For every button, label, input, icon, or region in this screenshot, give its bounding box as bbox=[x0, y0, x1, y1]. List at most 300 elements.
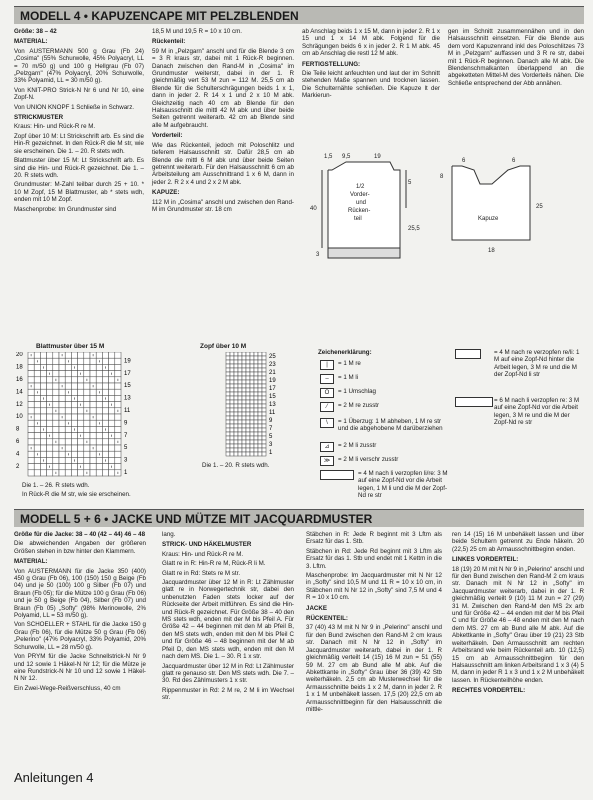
paragraph: Stäbchen in Rd: Jede Rd beginnt mit 3 Lftm als Ersatz für das 1. Stb und endet mit 1 Kettm in die 3. Lftm. bbox=[306, 547, 442, 570]
paragraph: Von KNIT-PRO Strick-N Nr 6 und Nr 10, eine Zopf-N. bbox=[14, 86, 144, 102]
chart-cell bbox=[109, 377, 115, 383]
chart-cell bbox=[258, 400, 262, 404]
chart-cell bbox=[250, 420, 254, 424]
chart-cell bbox=[226, 428, 230, 432]
chart-cell bbox=[65, 433, 71, 439]
chart-cell bbox=[226, 360, 230, 364]
chart-cell bbox=[34, 426, 40, 432]
chart-cell bbox=[115, 395, 121, 401]
page-number: 4 bbox=[86, 770, 94, 785]
chart-cell bbox=[40, 377, 46, 383]
chart-cell bbox=[47, 377, 53, 383]
chart-cell bbox=[65, 402, 71, 408]
chart-cell bbox=[262, 356, 266, 360]
chart-cell bbox=[115, 352, 121, 358]
paragraph: Kraus: Hin- und Rück-R re M. bbox=[14, 123, 96, 131]
paragraph: Von UNION KNOPF 1 Schließe in Schwarz. bbox=[14, 103, 135, 111]
chart-cell bbox=[65, 352, 71, 358]
chart-cell bbox=[96, 402, 102, 408]
chart-cell bbox=[234, 364, 238, 368]
chart-cell bbox=[96, 470, 102, 476]
legend-text: = 1 M li bbox=[338, 374, 359, 381]
chart-cell bbox=[254, 376, 258, 380]
paragraph: Jacquardmuster über 12 M in R: Lt Zählmuster glatt re in Norwegertechnik str, dabei den unbenutzten Faden stets locker auf der Rückseite der Arbeit mitführen. Es sind die Hin- und Rück-R gezeichnet. Für Größe 38 – 40 den MS stets wdh, enden mit der M bis Pfeil A. Für Größe 42 – 44 beginnen mit den M ab Pfeil B, den MS stets wdh, enden mit den M bis Pfeil C und für Größe 46 – 48 beginnen mit der M ab Pfeil D, den MS stets wdh, enden mit den M nach dem MS. Die 1. – 30. R 1 x str. bbox=[162, 579, 294, 661]
chart-cell bbox=[258, 412, 262, 416]
chart-cell bbox=[53, 402, 59, 408]
chart-cell bbox=[102, 464, 108, 470]
chart-cell bbox=[226, 400, 230, 404]
chart-cell bbox=[230, 388, 234, 392]
chart-cell bbox=[65, 470, 71, 476]
chart-cell bbox=[246, 376, 250, 380]
chart-cell bbox=[59, 371, 65, 377]
chart-cell bbox=[258, 360, 262, 364]
legend-text: = 1 Umschlag bbox=[338, 388, 377, 395]
chart-cell bbox=[84, 426, 90, 432]
chart-cell bbox=[47, 395, 53, 401]
chart-cell bbox=[47, 420, 53, 426]
section-1-column-2 bbox=[152, 28, 294, 215]
chart-cell bbox=[262, 364, 266, 368]
chart-cell bbox=[234, 420, 238, 424]
paragraph: Von SCHOELLER + STAHL für die Jacke 150 g Grau (Fb 06), für die Mütze 50 g Grau (Fb 06) „Pelerino" (47% Polyacryl, 33% Polyamid, 20% Schurwolle, LL = 28 m/50 g). bbox=[14, 621, 146, 651]
chart-cell bbox=[242, 412, 246, 416]
chart-1-note: Die 1. – 26. R stets wdh. bbox=[22, 482, 90, 489]
chart-cell bbox=[242, 388, 246, 392]
chart-cell bbox=[234, 380, 238, 384]
chart-cell bbox=[71, 352, 77, 358]
chart-cell bbox=[53, 383, 59, 389]
chart-cell bbox=[230, 444, 234, 448]
chart-cell bbox=[226, 444, 230, 448]
section-2-header: MODELL 5 + 6 • JACKE UND MÜTZE MIT JACQUARDMUSTER bbox=[14, 509, 584, 527]
chart-cell bbox=[109, 470, 115, 476]
chart-cell bbox=[238, 364, 242, 368]
chart-cell bbox=[238, 416, 242, 420]
chart-cell bbox=[109, 420, 115, 426]
row-number-label: 17 bbox=[124, 370, 131, 377]
chart-cell bbox=[115, 389, 121, 395]
chart-cell bbox=[78, 470, 84, 476]
chart-cell bbox=[96, 433, 102, 439]
chart-cell bbox=[53, 358, 59, 364]
chart-cell bbox=[59, 408, 65, 414]
chart-cell bbox=[254, 368, 258, 372]
chart-cell bbox=[230, 452, 234, 456]
chart-cell bbox=[262, 392, 266, 396]
chart-cell bbox=[234, 388, 238, 392]
chart-cell bbox=[254, 396, 258, 400]
chart-cell bbox=[250, 392, 254, 396]
legend-symbol: O bbox=[320, 388, 334, 398]
chart-cell bbox=[40, 402, 46, 408]
paragraph: Die Teile leicht anfeuchten und laut der im Schnitt stehenden Maße spannen und trocknen lassen. Die Schulternähte schließen. Die Kapuze lt der Markierun- bbox=[302, 70, 440, 100]
chart-cell bbox=[234, 356, 238, 360]
chart-cell bbox=[258, 392, 262, 396]
row-number-label: 13 bbox=[124, 395, 131, 402]
chart-cell bbox=[250, 404, 254, 408]
chart-cell bbox=[28, 457, 34, 463]
legend-text: = 4 M nach li verzopfen li/re: 3 M auf eine Zopf-Nd vor die Arbeit legen, 1 M li und die M der Zopf-Nd re str bbox=[358, 470, 448, 500]
chart-cell bbox=[250, 444, 254, 448]
chart-cell bbox=[246, 432, 250, 436]
chart-cell bbox=[226, 396, 230, 400]
chart-cell bbox=[262, 420, 266, 424]
section-1-column-3 bbox=[302, 28, 440, 102]
chart-cell bbox=[84, 383, 90, 389]
chart-cell bbox=[115, 371, 121, 377]
chart-cell bbox=[84, 464, 90, 470]
schematic-label: 1/2 bbox=[356, 184, 365, 190]
legend-symbol bbox=[455, 349, 481, 359]
chart-cell bbox=[262, 428, 266, 432]
chart-cell bbox=[96, 364, 102, 370]
chart-cell bbox=[262, 384, 266, 388]
chart-cell bbox=[254, 384, 258, 388]
chart-cell bbox=[28, 389, 34, 395]
paragraph: Glatt re in R: Hin-R re M, Rück-R li M. bbox=[162, 560, 266, 568]
footer-label: Anleitungen bbox=[14, 770, 83, 785]
chart-cell bbox=[230, 384, 234, 388]
chart-cell bbox=[238, 404, 242, 408]
chart-cell bbox=[258, 440, 262, 444]
chart-cell bbox=[234, 412, 238, 416]
chart-cell bbox=[90, 426, 96, 432]
chart-cell bbox=[71, 389, 77, 395]
chart-cell bbox=[47, 383, 53, 389]
chart-cell bbox=[84, 402, 90, 408]
chart-cell bbox=[28, 464, 34, 470]
chart-cell bbox=[102, 433, 108, 439]
chart-cell bbox=[246, 368, 250, 372]
chart-cell bbox=[102, 445, 108, 451]
chart-cell bbox=[65, 439, 71, 445]
chart-cell bbox=[226, 432, 230, 436]
paragraph: Größe: 38 – 42 bbox=[14, 28, 57, 35]
chart-cell bbox=[226, 436, 230, 440]
section-heading: LINKES VORDERTEIL: bbox=[452, 556, 519, 564]
chart-cell bbox=[96, 352, 102, 358]
chart-cell bbox=[258, 448, 262, 452]
chart-cell bbox=[115, 445, 121, 451]
row-number-label: 9 bbox=[269, 418, 273, 424]
chart-cell bbox=[34, 433, 40, 439]
chart-cell bbox=[230, 440, 234, 444]
chart-cell bbox=[238, 420, 242, 424]
chart-cell bbox=[34, 457, 40, 463]
legend-symbol bbox=[455, 397, 493, 407]
section-1-column-1 bbox=[14, 28, 144, 215]
chart-cell bbox=[115, 420, 121, 426]
chart-cell bbox=[238, 452, 242, 456]
chart-cell bbox=[78, 389, 84, 395]
chart-cell bbox=[234, 416, 238, 420]
chart-cell bbox=[258, 396, 262, 400]
chart-cell bbox=[234, 440, 238, 444]
chart-cell bbox=[53, 457, 59, 463]
legend-text: = 1 M re bbox=[338, 360, 361, 367]
chart-cell bbox=[109, 352, 115, 358]
chart-cell bbox=[254, 452, 258, 456]
chart-cell bbox=[53, 364, 59, 370]
chart-cell bbox=[59, 457, 65, 463]
page-footer bbox=[14, 770, 94, 785]
chart-cell bbox=[234, 392, 238, 396]
chart-cell bbox=[65, 426, 71, 432]
chart-cell bbox=[250, 440, 254, 444]
chart-cell bbox=[115, 402, 121, 408]
chart-cell bbox=[96, 457, 102, 463]
chart-cell bbox=[242, 368, 246, 372]
chart-cell bbox=[226, 408, 230, 412]
schematic-label: 6 bbox=[462, 158, 466, 164]
chart-cell bbox=[96, 464, 102, 470]
section-1-column-4 bbox=[448, 28, 584, 89]
chart-cell bbox=[78, 377, 84, 383]
legend-symbol: – bbox=[320, 374, 334, 384]
chart-cell bbox=[230, 428, 234, 432]
row-number-label: 11 bbox=[124, 408, 131, 414]
chart-cell bbox=[53, 352, 59, 358]
chart-cell bbox=[59, 364, 65, 370]
chart-cell bbox=[90, 377, 96, 383]
chart-cell bbox=[40, 439, 46, 445]
chart-cell bbox=[71, 420, 77, 426]
chart-cell bbox=[234, 400, 238, 404]
chart-cell bbox=[238, 372, 242, 376]
chart-cell bbox=[262, 368, 266, 372]
row-number-label: 8 bbox=[16, 426, 20, 433]
row-number-label: 10 bbox=[16, 414, 23, 421]
chart-cell bbox=[47, 451, 53, 457]
legend-text: = 2 M li verschr zusstr bbox=[338, 456, 399, 463]
chart-cell bbox=[115, 364, 121, 370]
chart-cell bbox=[234, 372, 238, 376]
paragraph: Ein Zwei-Wege-Reißverschluss, 40 cm bbox=[14, 684, 121, 692]
section-heading: MATERIAL: bbox=[14, 38, 48, 46]
chart-cell bbox=[96, 445, 102, 451]
chart-cell bbox=[226, 380, 230, 384]
schematic-label: und bbox=[356, 200, 367, 206]
chart-cell bbox=[246, 452, 250, 456]
chart-cell bbox=[250, 356, 254, 360]
chart-cell bbox=[250, 368, 254, 372]
chart-cell bbox=[246, 392, 250, 396]
chart-cell bbox=[34, 439, 40, 445]
chart-cell bbox=[90, 389, 96, 395]
chart-cell bbox=[254, 392, 258, 396]
chart-cell bbox=[258, 404, 262, 408]
chart-zopf bbox=[196, 352, 306, 460]
schematic-label: 8 bbox=[440, 174, 444, 180]
chart-cell bbox=[230, 448, 234, 452]
chart-cell bbox=[242, 384, 246, 388]
chart-cell bbox=[59, 389, 65, 395]
paragraph: Rippenmuster in Rd: 2 M re, 2 M li im Wechsel str. bbox=[162, 686, 294, 702]
paragraph: Stäbchen in R: Jede R beginnt mit 3 Lftm als Ersatz für das 1. Stb. bbox=[306, 531, 442, 546]
legend-symbol bbox=[320, 470, 354, 480]
chart-cell bbox=[254, 444, 258, 448]
chart-cell bbox=[96, 371, 102, 377]
chart-cell bbox=[84, 451, 90, 457]
paragraph: 18 (19) 20 M mit N Nr 9 in „Pelerino" anschl und für den Bund zwischen den Rand-M 2 cm kraus str. Danach mit N Nr 12 in „Softy" im Jacquardmuster weiterarb, dabei in der 1. R gleichmäßig verteilt 9 (10) 11 M zun = 27 (29) 31 M. Zwischen den Rand-M den MS 2x arb und für Größe 42 – 44 enden mit der M bis Pfeil C und für Größe 46 – 48 enden mit den M nach dem MS. 27 cm ab Bund alle M abk. Auf die Abkettkante in „Softy" Grau über 19 (21) 23 Stb weiterhäkeln. Den Armausschnitt am rechten Arbeitsrand wie beim Rückenteil arb. 10 (12,5) 15 cm ab Armausschnittbeginn für den Halsausschnitt am linken Arbeitsrand 1 x 3 (4) 5 M, dann in jeder R 1 x 3 und 1 x 2 M unbehäkelt lassen. In Rückenteilhöhe enden. bbox=[452, 565, 584, 684]
chart-cell bbox=[78, 414, 84, 420]
section-heading: RECHTES VORDERTEIL: bbox=[452, 687, 526, 695]
row-number-label: 6 bbox=[16, 439, 20, 445]
schematic-label: 5 bbox=[408, 180, 412, 186]
chart-cell bbox=[262, 444, 266, 448]
chart-cell bbox=[96, 395, 102, 401]
chart-cell bbox=[258, 372, 262, 376]
chart-cell bbox=[78, 445, 84, 451]
chart-cell bbox=[250, 408, 254, 412]
schematic-label: 25,5 bbox=[408, 226, 420, 232]
chart-cell bbox=[234, 428, 238, 432]
chart-cell bbox=[90, 433, 96, 439]
chart-cell bbox=[28, 364, 34, 370]
chart-cell bbox=[53, 420, 59, 426]
chart-cell bbox=[242, 424, 246, 428]
chart-cell bbox=[258, 436, 262, 440]
chart-cell bbox=[254, 448, 258, 452]
chart-cell bbox=[84, 433, 90, 439]
chart-cell bbox=[230, 412, 234, 416]
chart-cell bbox=[65, 383, 71, 389]
chart-cell bbox=[109, 395, 115, 401]
chart-cell bbox=[230, 364, 234, 368]
row-number-label: 15 bbox=[269, 394, 276, 400]
chart-cell bbox=[250, 448, 254, 452]
chart-cell bbox=[28, 433, 34, 439]
chart-cell bbox=[53, 414, 59, 420]
paragraph: Jacquardmuster über 12 M in Rd: Lt Zählmuster glatt re genauso str. Den MS stets wdh. Die 7. – 30. Rd des Zählmusters 1 x str. bbox=[162, 662, 294, 685]
chart-cell bbox=[234, 444, 238, 448]
chart-cell bbox=[262, 412, 266, 416]
chart-cell bbox=[250, 424, 254, 428]
chart-cell bbox=[71, 414, 77, 420]
chart-cell bbox=[65, 457, 71, 463]
chart-cell bbox=[28, 470, 34, 476]
chart-cell bbox=[109, 383, 115, 389]
section-heading: KAPUZE: bbox=[152, 189, 180, 197]
chart-cell bbox=[115, 464, 121, 470]
section-heading: Rückenteil: bbox=[152, 38, 186, 46]
chart-cell bbox=[47, 439, 53, 445]
chart-cell bbox=[47, 457, 53, 463]
paragraph: Von AUSTERMANN 500 g Grau (Fb 24) „Cosima" (55% Schurwolle, 45% Polyacryl, LL = 70 m/50 g) und 100 g Hellgrau (Fb 07) „Pelzgarn" (47% Polyacryl, 20% Schurwolle, 33% Polyamid, LL = 30 m/50 g). bbox=[14, 47, 144, 85]
chart-cell bbox=[78, 420, 84, 426]
chart-cell bbox=[250, 380, 254, 384]
chart-cell bbox=[238, 368, 242, 372]
legend-symbol: ⁄ bbox=[320, 402, 334, 412]
chart-cell bbox=[47, 426, 53, 432]
chart-cell bbox=[65, 377, 71, 383]
chart-cell bbox=[65, 371, 71, 377]
chart-cell bbox=[230, 416, 234, 420]
chart-cell bbox=[254, 440, 258, 444]
chart-cell bbox=[254, 424, 258, 428]
chart-cell bbox=[254, 428, 258, 432]
chart-cell bbox=[246, 440, 250, 444]
schematic-label: 25 bbox=[536, 204, 543, 210]
chart-cell bbox=[59, 433, 65, 439]
legend-symbol: \ bbox=[320, 418, 334, 428]
chart-cell bbox=[246, 448, 250, 452]
chart-cell bbox=[226, 420, 230, 424]
chart-cell bbox=[250, 372, 254, 376]
chart-cell bbox=[242, 364, 246, 368]
chart-cell bbox=[53, 433, 59, 439]
row-number-label: 3 bbox=[269, 442, 273, 448]
chart-cell bbox=[102, 371, 108, 377]
chart-cell bbox=[258, 388, 262, 392]
chart-cell bbox=[34, 470, 40, 476]
chart-cell bbox=[238, 360, 242, 364]
chart-cell bbox=[65, 364, 71, 370]
chart-cell bbox=[230, 400, 234, 404]
schematic-label: 1,5 bbox=[324, 154, 333, 160]
chart-cell bbox=[84, 457, 90, 463]
chart-cell bbox=[71, 445, 77, 451]
chart-cell bbox=[262, 424, 266, 428]
paragraph: Maschenprobe: Im Grundmuster sind bbox=[14, 205, 117, 213]
chart-cell bbox=[28, 420, 34, 426]
chart-cell bbox=[242, 404, 246, 408]
chart-cell bbox=[47, 470, 53, 476]
chart-cell bbox=[238, 380, 242, 384]
chart-cell bbox=[65, 445, 71, 451]
chart-cell bbox=[262, 388, 266, 392]
chart-cell bbox=[258, 380, 262, 384]
chart-cell bbox=[102, 470, 108, 476]
chart-cell bbox=[28, 371, 34, 377]
chart-cell bbox=[59, 470, 65, 476]
chart-cell bbox=[78, 383, 84, 389]
chart-cell bbox=[250, 428, 254, 432]
schematic-label: 9,5 bbox=[342, 154, 351, 160]
chart-cell bbox=[246, 352, 250, 356]
section-heading: STRICKMUSTER bbox=[14, 114, 64, 122]
row-number-label: 15 bbox=[124, 383, 131, 390]
chart-cell bbox=[109, 414, 115, 420]
chart-cell bbox=[238, 428, 242, 432]
chart-cell bbox=[246, 412, 250, 416]
chart-cell bbox=[84, 352, 90, 358]
chart-cell bbox=[34, 377, 40, 383]
chart-cell bbox=[230, 436, 234, 440]
chart-cell bbox=[262, 376, 266, 380]
chart-cell bbox=[71, 464, 77, 470]
chart-cell bbox=[254, 408, 258, 412]
schematic-label: 6 bbox=[512, 158, 516, 164]
chart-cell bbox=[226, 424, 230, 428]
chart-cell bbox=[226, 392, 230, 396]
chart-cell bbox=[90, 439, 96, 445]
chart-cell bbox=[258, 376, 262, 380]
chart-1-title: Blattmuster über 15 M bbox=[36, 343, 105, 350]
chart-cell bbox=[234, 376, 238, 380]
chart-cell bbox=[40, 358, 46, 364]
chart-cell bbox=[262, 380, 266, 384]
paragraph: Blattmuster über 15 M: Lt Strickschrift arb. Es sind die Hin- und Rück-R gezeichnet. Die 1. – 20. R stets wdh. bbox=[14, 157, 144, 179]
chart-cell bbox=[242, 428, 246, 432]
chart-cell bbox=[78, 439, 84, 445]
schematic-label: Rücken- bbox=[348, 208, 371, 214]
chart-cell bbox=[262, 436, 266, 440]
chart-cell bbox=[71, 377, 77, 383]
row-number-label: 19 bbox=[124, 358, 131, 365]
paragraph: Von PRYM für die Jacke Schnellstrick-N Nr 9 und 12 sowie 1 Häkel-N Nr 12; für die Mütze je eine Rundstrick-N Nr 10 und 12 sowie 1 Häkel-N Nr 12. bbox=[14, 653, 146, 683]
